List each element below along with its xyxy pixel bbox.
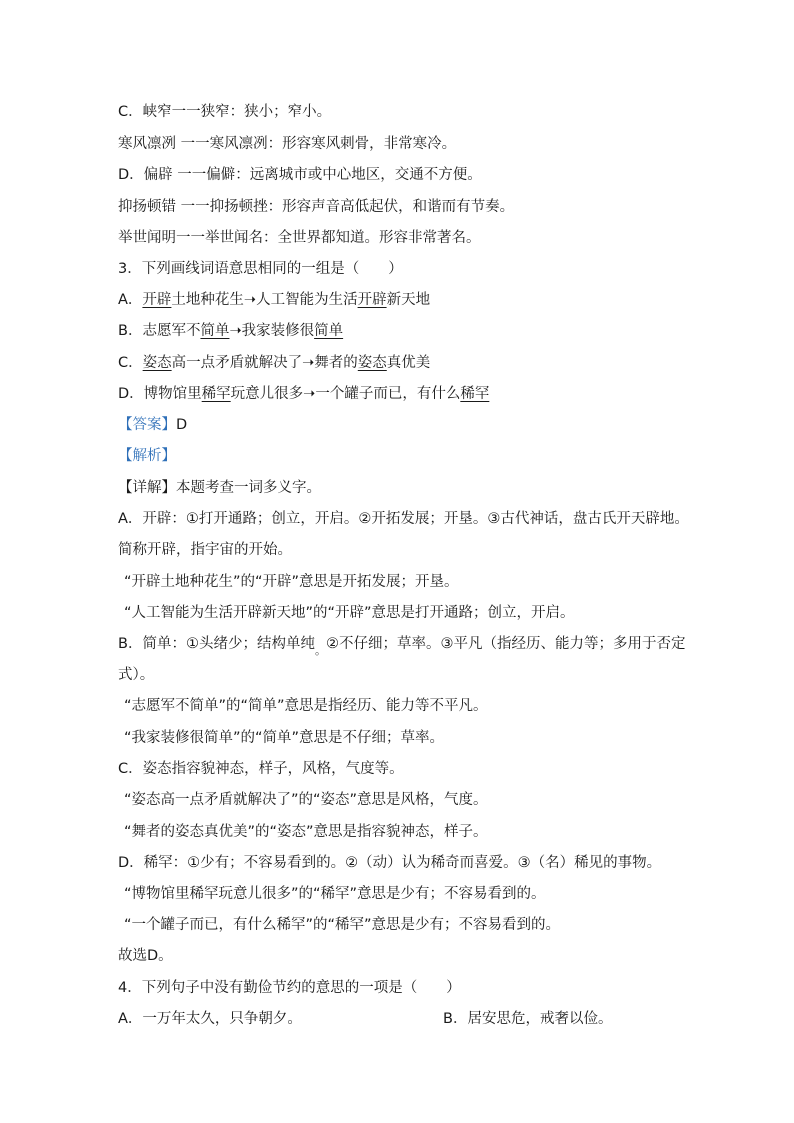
- detail-tag: 【详解】: [118, 480, 176, 496]
- detail-line: “姿态高一点矛盾就解决了”的“姿态”意思是风格，气度。: [124, 792, 488, 808]
- detail-line: “开辟土地种花生”的“开辟”意思是开拓发展；开垦。: [124, 574, 459, 590]
- option-text: 玩意儿很多: [230, 386, 304, 402]
- answer-value: D: [176, 417, 188, 433]
- option-text: D．博物馆里: [118, 386, 202, 402]
- option-text: 一个罐子而已，有什么: [315, 386, 461, 402]
- option-b: B．居安思危，戒奢以俭。: [443, 1011, 613, 1027]
- option-text: 土地种花生: [171, 292, 244, 308]
- underlined-word: 姿态: [357, 355, 387, 371]
- option-text: 新天地: [386, 292, 431, 308]
- detail-line: C．姿态指容貌神态，样子，风格，气度等。: [118, 761, 404, 777]
- question-4-stem: 4．下列句子中没有勤俭节约的意思的一项是（ ）: [118, 980, 461, 996]
- option-a: A．一万年太久，只争朝夕。: [118, 1011, 302, 1027]
- detail-line: “我家装修很简单”的“简单”意思是不仔细；草率。: [124, 730, 445, 746]
- detail-line: [118, 634, 685, 655]
- detail-line: 式）。: [118, 667, 155, 683]
- option-d: [118, 384, 489, 404]
- option-label: C．: [118, 355, 143, 371]
- detail-line: A．开辟：①打开通路；创立，开启。②开拓发展；开垦。③古代神话，盘古氏开天辟地。: [118, 511, 689, 527]
- detail-text: ②不仔细；草率。③平凡（指经历、能力等；多用于否定: [325, 636, 686, 652]
- answer-line: [118, 415, 187, 435]
- period-mark: 。: [314, 644, 326, 657]
- arrow-icon: ➝: [303, 386, 316, 402]
- text-line: D．偏辟 一一偏僻：远离城市或中心地区，交通不方便。: [118, 167, 482, 183]
- option-label: A．: [118, 292, 143, 308]
- underlined-word: 开辟: [142, 292, 172, 308]
- question-3-stem: 3．下列画线词语意思相同的一组是（ ）: [118, 261, 403, 277]
- option-b: [118, 321, 343, 341]
- detail-intro: [118, 478, 321, 498]
- text-line: C．峡窄一一狭窄：狭小；窄小。: [118, 104, 332, 120]
- detail-text: 本题考查一词多义字。: [176, 480, 321, 496]
- detail-line: “志愿军不简单”的“简单”意思是指经历、能力等不平凡。: [124, 698, 488, 714]
- underlined-word: 稀罕: [460, 386, 490, 402]
- option-text: 人工智能为生活: [256, 292, 358, 308]
- option-text: B．志愿军不: [118, 323, 201, 339]
- text-line: 寒风凛冽 一一寒风凛冽：形容寒风刺骨，非常寒冷。: [118, 136, 457, 152]
- detail-line: “舞者的姿态真优美”的“姿态”意思是指容貌神态，样子。: [124, 824, 488, 840]
- underlined-word: 简单: [314, 323, 344, 339]
- detail-line: “人工智能为生活开辟新天地”的“开辟”意思是打开通路；创立，开启。: [124, 605, 575, 621]
- detail-line: “博物馆里稀罕玩意儿很多”的“稀罕”意思是少有；不容易看到的。: [124, 886, 546, 902]
- answer-tag: 【答案】: [118, 417, 176, 433]
- analysis-tag: 【解析】: [118, 448, 176, 464]
- option-text: 我家装修很: [241, 323, 315, 339]
- text-line: 举世闻明一一举世闻名：全世界都知道。形容非常著名。: [118, 230, 481, 246]
- option-text: 舞者的: [314, 355, 358, 371]
- underlined-word: 姿态: [142, 355, 172, 371]
- option-text: 真优美: [386, 355, 431, 371]
- detail-line: 故选D。: [118, 948, 173, 964]
- detail-line: 简称开辟，指宇宙的开始。: [118, 542, 292, 558]
- arrow-icon: ➝: [229, 323, 242, 339]
- option-a: [118, 290, 430, 310]
- text-line: 抑扬顿错 一一抑扬顿挫：形容声音高低起伏，和谐而有节奏。: [118, 199, 515, 215]
- option-c: [118, 353, 430, 373]
- detail-line: “一个罐子而已，有什么稀罕”的“稀罕”意思是少有；不容易看到的。: [124, 917, 561, 933]
- underlined-word: 开辟: [357, 292, 387, 308]
- arrow-icon: ➝: [302, 355, 315, 371]
- detail-text: B．简单：①头绪少；结构单纯: [118, 636, 315, 652]
- underlined-word: 稀罕: [201, 386, 231, 402]
- underlined-word: 简单: [200, 323, 230, 339]
- detail-line: D．稀罕：①少有；不容易看到的。②（动）认为稀奇而喜爱。③（名）稀见的事物。: [118, 855, 662, 871]
- option-text: 高一点矛盾就解决了: [171, 355, 303, 371]
- arrow-icon: ➝: [243, 292, 257, 308]
